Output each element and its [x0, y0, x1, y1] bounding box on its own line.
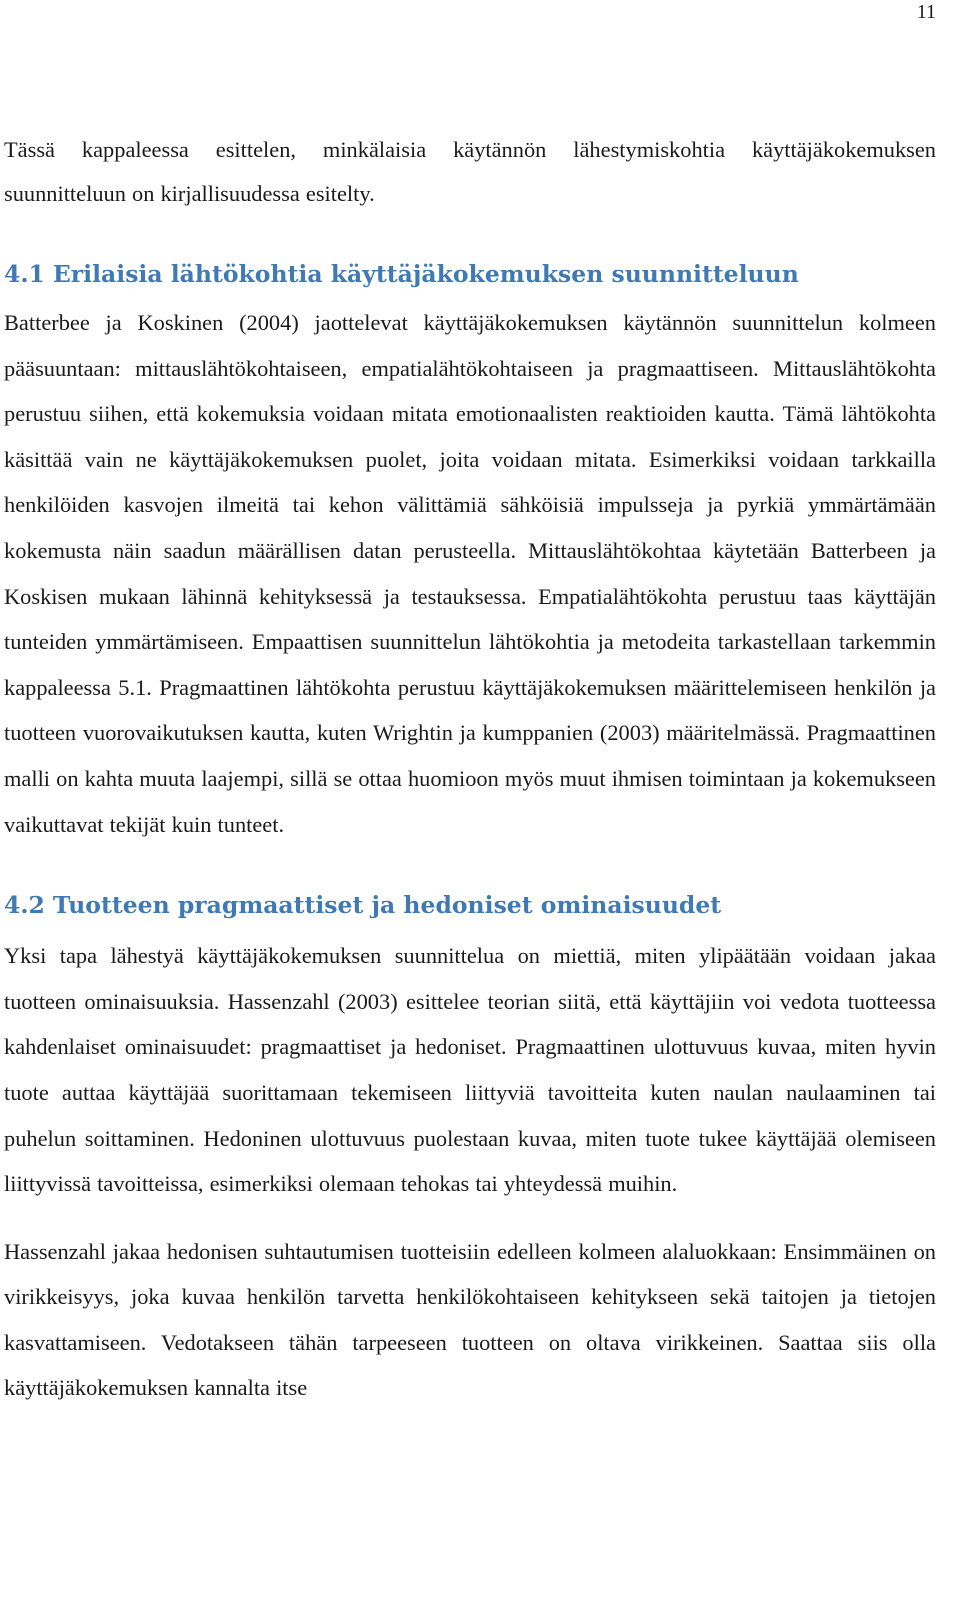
intro-paragraph: Tässä kappaleessa esittelen, minkälaisia käytännön lähestymiskohtia käyttäjäkokemuksen suunnitteluun on kirjallisuudessa esitelty. — [4, 137, 936, 206]
section-number: 4.1 — [4, 260, 45, 288]
section-title: Tuotteen pragmaattiset ja hedoniset ominaisuudet — [52, 891, 722, 920]
body-paragraph: Yksi tapa lähestyä käyttäjäkokemuksen suunnittelua on miettiä, miten ylipäätään voidaan jakaa tuotteen ominaisuuksia. Hassenzahl (2003) esittelee teorian siitä, että käyttäjiin voi vedota tuotteessa kahdenlaiset ominaisuudet: pragmaattiset ja hedoniset. Pragmaattinen ulottuvuus kuvaa, miten hyvin tuote auttaa käyttäjää suorittamaan tekemiseen liittyviä tavoitteita kuten naulan naulaaminen tai puhelun soittaminen. Hedoninen ulottuvuus puolestaan kuvaa, miten tuote tukee käyttäjää olemiseen liittyvissä tavoitteissa, esimerkiksi olemaan tehokas tai yhteydessä muihin. — [4, 943, 936, 1197]
section-heading-4-1 — [4, 258, 936, 290]
section-number: 4.2 — [4, 891, 45, 920]
page-content — [4, 128, 936, 1411]
page-number: 11 — [916, 1, 936, 23]
section-title: Erilaisia lähtökohtia käyttäjäkokemuksen suunnitteluun — [52, 260, 799, 288]
body-paragraph: Hassenzahl jakaa hedonisen suhtautumisen tuotteisiin edelleen kolmeen alaluokkaan: Ensimmäinen on virikkeisyys, joka kuvaa henkilön tarvetta henkilökohtaiseen kehitykseen sekä taitojen ja tietojen kasvattamiseen. Vedotakseen tähän tarpeeseen tuotteen on oltava virikkeinen. Saattaa siis olla käyttäjäkokemuksen kannalta itse — [4, 1238, 936, 1401]
body-paragraph: Batterbee ja Koskinen (2004) jaottelevat käyttäjäkokemuksen käytännön suunnittelun kolmeen pääsuuntaan: mittauslähtökohtaiseen, empatialähtökohtaiseen ja pragmaattiseen. Mittauslähtökohta perustuu siihen, että kokemuksia voidaan mitata emotionaalisten reaktioiden kautta. Tämä lähtökohta käsittää vain ne käyttäjäkokemuksen puolet, joita voidaan mitata. Esimerkiksi voidaan tarkkailla henkilöiden kasvojen ilmeitä tai kehon välittämiä sähköisiä impulsseja ja pyrkiä ymmärtämään kokemusta näin saadun määrällisen datan perusteella. Mittauslähtökohtaa käytetään Batterbeen ja Koskisen mukaan lähinnä kehityksessä ja testauksessa. Empatialähtökohta perustuu taas käyttäjän tunteiden ymmärtämiseen. Empaattisen suunnittelun lähtökohtia ja metodeita tarkastellaan tarkemmin kappaleessa 5.1. Pragmaattinen lähtökohta perustuu käyttäjäkokemuksen määrittelemiseen henkilön ja tuotteen vuorovaikutuksen kautta, kuten Wrightin ja kumppanien (2003) määritelmässä. Pragmaattinen malli on kahta muuta laajempi, sillä se ottaa huomioon myös muut ihmisen toimintaan ja kokemukseen vaikuttavat tekijät kuin tunteet. — [4, 310, 936, 837]
section-heading-4-2 — [4, 889, 936, 921]
